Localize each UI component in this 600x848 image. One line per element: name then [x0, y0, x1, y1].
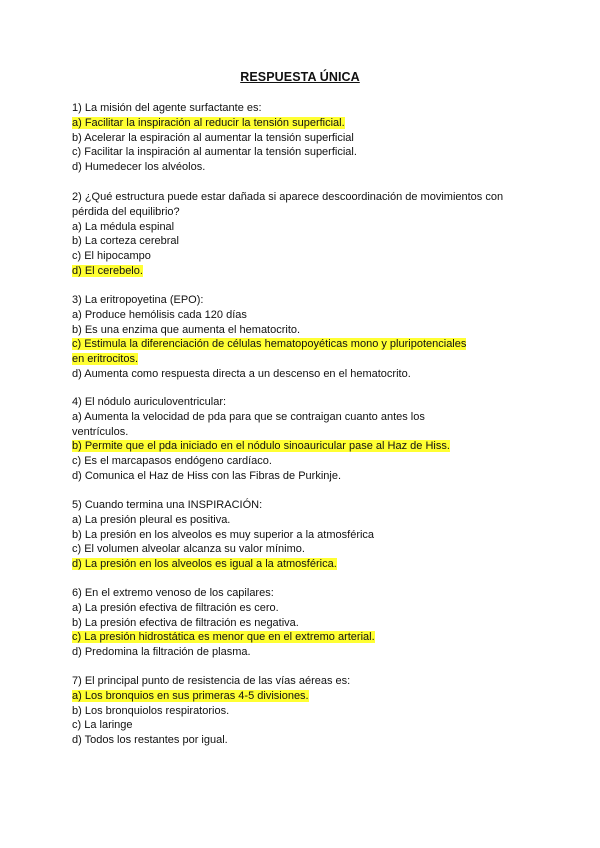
option-d-correct: d) El cerebelo.	[72, 264, 143, 277]
option-c: c) El hipocampo	[72, 250, 151, 263]
option-b: b) Acelerar la espiración al aumentar la tensión superficial	[72, 131, 354, 144]
question-stem-continued: pérdida del equilibrio?	[72, 205, 180, 218]
question-1	[72, 101, 542, 175]
option-c-correct: c) Estimula la diferenciación de células hematopoyéticas mono y pluripotenciales	[72, 338, 467, 351]
option-a: a) Aumenta la velocidad de pda para que se contraigan cuanto antes los	[72, 410, 425, 423]
option-b-correct: b) Permite que el pda iniciado en el nódulo sinoauricular pase al Haz de Hiss.	[72, 440, 450, 453]
option-b: b) La corteza cerebral	[72, 235, 179, 248]
question-2	[72, 190, 542, 279]
option-a: a) La presión efectiva de filtración es cero.	[72, 601, 279, 614]
option-a-continued: ventrículos.	[72, 425, 129, 438]
question-3	[72, 293, 542, 382]
option-d: d) Aumenta como respuesta directa a un descenso en el hematocrito.	[72, 367, 411, 380]
option-c: c) Es el marcapasos endógeno cardíaco.	[72, 455, 272, 468]
option-a: a) La presión pleural es positiva.	[72, 513, 231, 526]
option-c: c) Facilitar la inspiración al aumentar la tensión superficial.	[72, 146, 357, 159]
option-b: b) La presión en los alveolos es muy superior a la atmosférica	[72, 528, 375, 541]
question-stem: 3) La eritropoyetina (EPO):	[72, 294, 204, 306]
question-6	[72, 586, 542, 660]
question-stem: 2) ¿Qué estructura puede estar dañada si aparece descoordinación de movimientos con	[72, 191, 504, 203]
option-c-correct-continued: en eritrocitos.	[72, 353, 139, 366]
option-d: d) Humedecer los alvéolos.	[72, 161, 206, 174]
option-a-correct: a) Facilitar la inspiración al reducir la tensión superficial.	[72, 116, 345, 129]
question-stem: 6) En el extremo venoso de los capilares:	[72, 587, 274, 599]
option-b: b) Es una enzima que aumenta el hematocrito.	[72, 323, 301, 336]
option-a: a) Produce hemólisis cada 120 días	[72, 308, 247, 321]
question-4	[72, 395, 542, 484]
question-stem: 4) El nódulo auriculoventricular:	[72, 396, 227, 408]
option-b: b) Los bronquiolos respiratorios.	[72, 704, 230, 717]
option-d: d) Todos los restantes por igual.	[72, 734, 228, 747]
question-5	[72, 498, 542, 572]
option-d: d) Predomina la filtración de plasma.	[72, 646, 251, 659]
question-stem: 5) Cuando termina una INSPIRACIÓN:	[72, 499, 263, 511]
option-a-correct: a) Los bronquios en sus primeras 4-5 divisiones.	[72, 689, 309, 702]
question-stem: 1) La misión del agente surfactante es:	[72, 102, 262, 114]
option-c: c) El volumen alveolar alcanza su valor mínimo.	[72, 543, 305, 556]
option-c-correct: c) La presión hidrostática es menor que en el extremo arterial.	[72, 631, 375, 644]
question-stem: 7) El principal punto de resistencia de las vías aéreas es:	[72, 675, 351, 687]
option-d: d) Comunica el Haz de Hiss con las Fibras de Purkinje.	[72, 469, 342, 482]
option-c: c) La laringe	[72, 719, 133, 732]
option-d-correct: d) La presión en los alveolos es igual a la atmosférica.	[72, 558, 337, 571]
option-a: a) La médula espinal	[72, 220, 175, 233]
option-b: b) La presión efectiva de filtración es negativa.	[72, 616, 299, 629]
question-7	[72, 674, 542, 748]
page-title: RESPUESTA ÚNICA	[240, 70, 360, 84]
